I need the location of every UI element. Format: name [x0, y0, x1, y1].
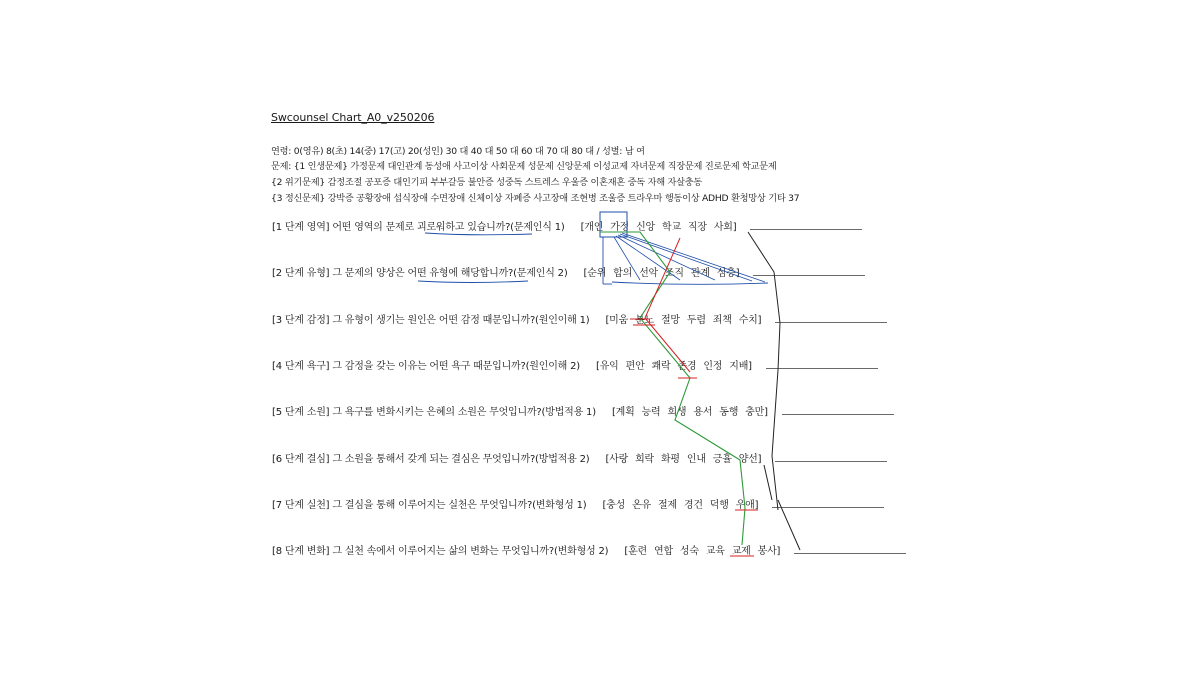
option[interactable]: 양선]	[738, 454, 762, 465]
option[interactable]: 존경	[677, 361, 697, 372]
blue-underline-annotation	[612, 282, 768, 284]
option[interactable]: 봉사]	[757, 546, 781, 557]
option[interactable]: 온유	[632, 500, 651, 511]
blue-underline-annotation	[418, 281, 528, 283]
option[interactable]: 편안	[625, 361, 645, 372]
step-options	[612, 403, 772, 418]
blue-underline-annotation	[425, 233, 532, 235]
option[interactable]: 심층]	[716, 268, 740, 279]
step-row-1	[272, 218, 862, 232]
option[interactable]: [사랑	[605, 454, 629, 465]
option[interactable]: [훈련	[624, 546, 647, 557]
answer-blank[interactable]	[766, 358, 878, 369]
option[interactable]: [계획	[611, 407, 635, 418]
step-options	[584, 264, 744, 279]
problem-category-2: {2 위기문제} 감정조절 공포증 대인기피 부부갈등 불안증 성중독 스트레스 우울증 이혼재혼 중독 자해 자살충동	[271, 177, 703, 188]
red-path-annotation	[645, 238, 690, 372]
problem-category-3: {3 정신문제} 강박증 공황장애 섭식장애 수면장애 신체이상 자폐증 사고장애 조현병 조울증 트라우마 행동이상 ADHD 환청망상 기타 37	[271, 193, 800, 204]
option[interactable]: 동행	[719, 407, 739, 418]
step-question: [4 단계 욕구] 그 감정을 갖는 이유는 어떤 욕구 때문입니까?(원인이해 2)	[272, 361, 580, 372]
option[interactable]: 충만]	[745, 407, 768, 418]
answer-blank[interactable]	[782, 404, 894, 415]
step-row-2	[272, 264, 865, 278]
step-question: [5 단계 소원] 그 욕구를 변화시키는 은혜의 소원은 무엇입니까?(방법적용 1)	[272, 407, 596, 418]
step-row-7	[272, 496, 884, 510]
step-question: [3 단계 감정] 그 유형이 생기는 원인은 어떤 감정 때문입니까?(원인이해 1)	[272, 315, 590, 326]
step-question: [7 단계 실천] 그 결심을 통해 이루어지는 실천은 무엇입니까?(변화형성 1)	[272, 500, 587, 511]
option[interactable]: [유익	[596, 361, 619, 372]
step-question: [1 단계 영역] 어떤 영역의 문제로 괴로워하고 있습니까?(문제인식 1)	[272, 222, 565, 233]
step-question: [8 단계 변화] 그 실천 속에서 이루어지는 삶의 변화는 무엇입니까?(변화형성 2)	[272, 546, 609, 557]
step-options	[602, 496, 762, 511]
step-row-3	[272, 311, 887, 325]
answer-blank[interactable]	[750, 219, 862, 230]
option[interactable]: 인정	[703, 361, 723, 372]
option[interactable]: 선악	[639, 268, 658, 279]
black-path-annotation	[764, 465, 772, 500]
option[interactable]: 긍휼	[712, 454, 732, 465]
age-gender-line: 연령: 0(영유) 8(초) 14(중) 17(고) 20(성인) 30 대 40 대 50 대 60 대 70 대 80 대 / 성별: 남 여	[271, 146, 645, 157]
step-question: [6 단계 결심] 그 소원을 통해서 갖게 되는 결심은 무엇입니까?(방법적용 2)	[272, 454, 590, 465]
answer-blank[interactable]	[775, 312, 887, 323]
option[interactable]: [미움	[605, 315, 629, 326]
option[interactable]: 우애]	[735, 500, 759, 511]
option[interactable]: 성숙	[679, 546, 699, 557]
option[interactable]: 교육	[705, 546, 725, 557]
option[interactable]: [충성	[602, 500, 626, 511]
option[interactable]: 지배]	[729, 361, 752, 372]
option[interactable]: 조직	[664, 268, 684, 279]
option[interactable]: 화평	[660, 454, 680, 465]
option[interactable]: 쾌락	[651, 361, 671, 372]
option[interactable]: 용서	[693, 407, 713, 418]
option[interactable]: 가정	[610, 222, 630, 233]
option[interactable]: [순위	[583, 268, 607, 279]
answer-blank[interactable]	[772, 497, 884, 508]
option[interactable]: 학교	[662, 222, 681, 233]
answer-blank[interactable]	[753, 265, 865, 276]
option[interactable]: 수치]	[738, 315, 762, 326]
option[interactable]: 절망	[660, 315, 680, 326]
step-row-6	[272, 450, 887, 464]
problem-category-1: 문제: {1 인생문제} 가정문제 대인관계 동성애 사고이상 사회문제 성문제 신앙문제 이성교제 자녀문제 직장문제 진로문제 학교문제	[271, 161, 777, 172]
step-options	[596, 357, 756, 372]
option[interactable]: 인내	[686, 454, 706, 465]
option[interactable]: 분노	[635, 315, 654, 326]
step-row-8	[272, 542, 906, 556]
option[interactable]: 합의	[613, 268, 633, 279]
option[interactable]: 연합	[653, 546, 673, 557]
step-options	[605, 311, 765, 326]
option[interactable]: 죄책	[712, 315, 732, 326]
option[interactable]: 직장	[687, 222, 707, 233]
step-options	[581, 218, 741, 233]
chart-title: Swcounsel Chart_A0_v250206	[271, 111, 435, 124]
option[interactable]: 덕행	[709, 500, 729, 511]
option[interactable]: 교제	[731, 546, 751, 557]
option[interactable]: 사회]	[713, 222, 737, 233]
option[interactable]: 희생	[667, 407, 687, 418]
answer-blank[interactable]	[794, 543, 906, 554]
option[interactable]: 절제	[657, 500, 677, 511]
option[interactable]: 경건	[683, 500, 703, 511]
option[interactable]: 관계	[690, 268, 710, 279]
step-row-4	[272, 357, 878, 371]
option[interactable]: [개인	[580, 222, 604, 233]
answer-blank[interactable]	[775, 451, 887, 462]
option[interactable]: 신앙	[636, 222, 656, 233]
step-question: [2 단계 유형] 그 문제의 양상은 어떤 유형에 해당합니까?(문제인식 2)	[272, 268, 568, 279]
option[interactable]: 두렴	[686, 315, 706, 326]
step-options	[605, 450, 765, 465]
option[interactable]: 희락	[635, 454, 654, 465]
step-options	[624, 542, 784, 557]
option[interactable]: 능력	[641, 407, 661, 418]
step-row-5	[272, 403, 894, 417]
